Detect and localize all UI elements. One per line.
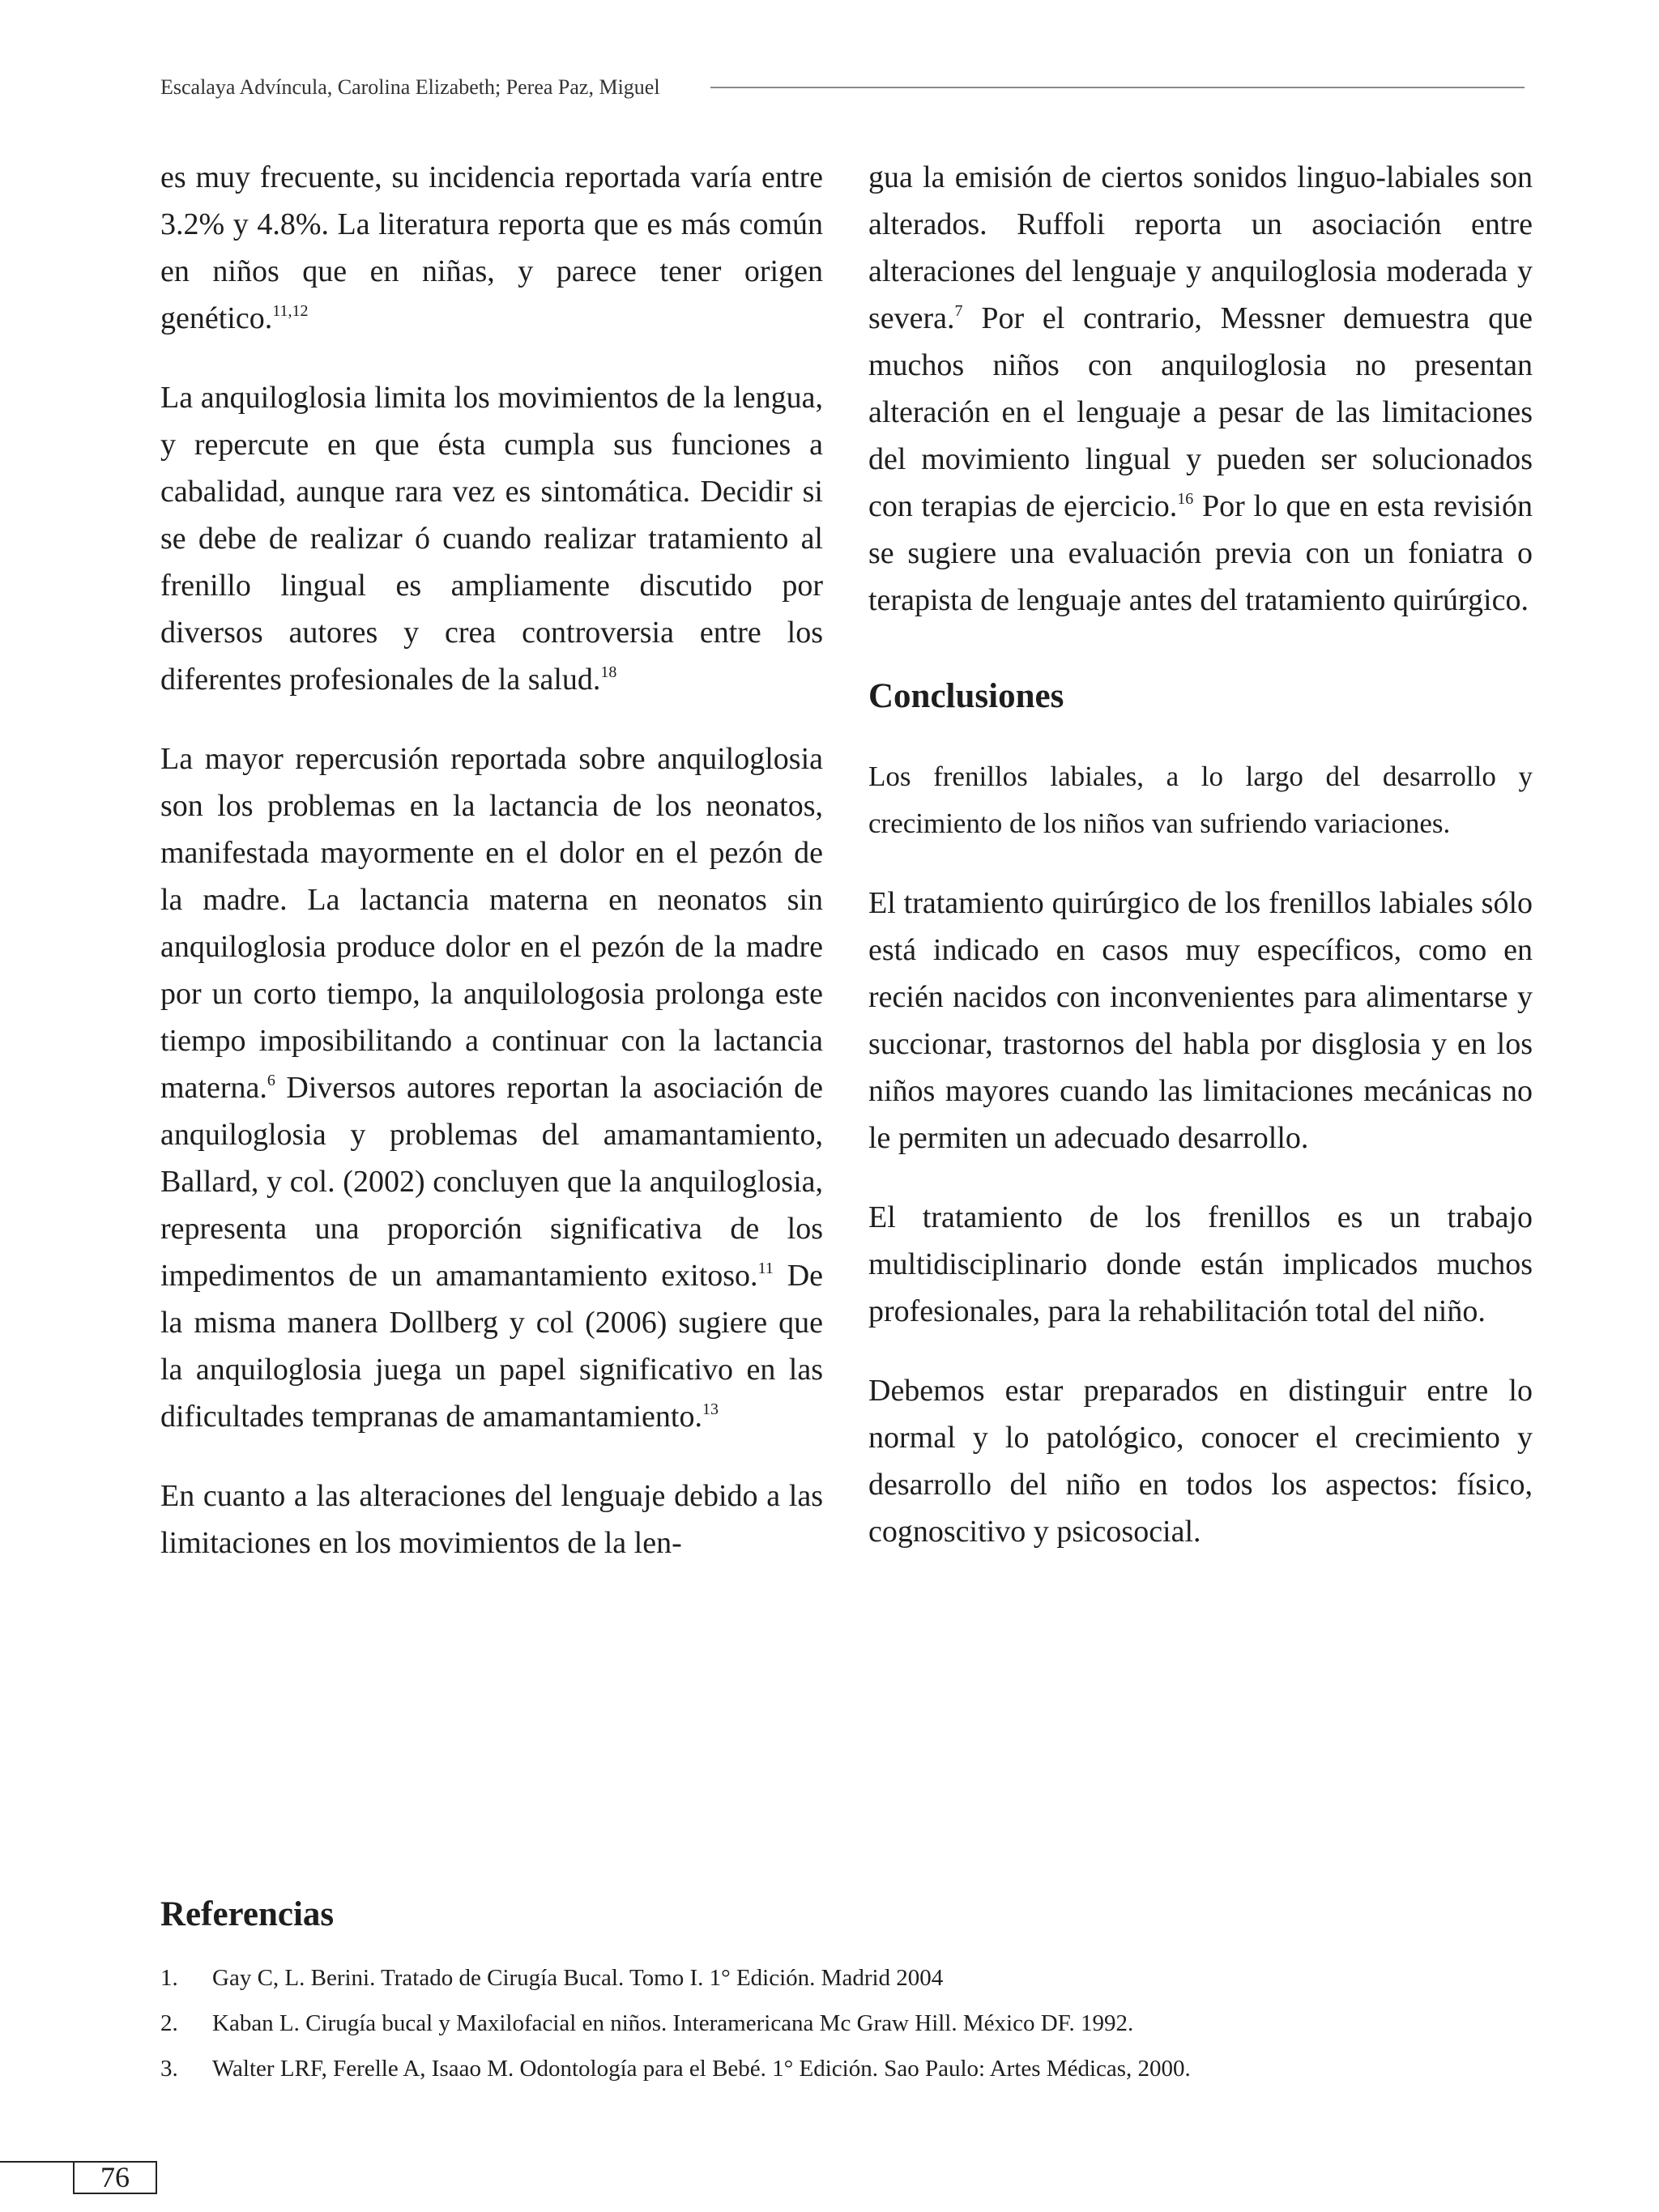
conclusion-paragraph-2: El tratamiento quirúrgico de los frenillos labiales sólo está indicado en casos muy específicos, como en recién nacidos con inconvenientes para alimentarse y succionar, trastornos del habla por disglosia y en los niños mayores cuando las limitaciones mecánicas no le permiten un adecuado desarrollo. — [868, 886, 1533, 1155]
reference-text: Walter LRF, Ferelle A, Isaao M. Odontología para el Bebé. 1° Edición. Sao Paulo: Artes Médicas, 2000. — [212, 2056, 1191, 2082]
running-title: Escalaya Advíncula, Carolina Elizabeth; Perea Paz, Miguel — [160, 75, 660, 99]
paragraph-text: La mayor repercusión reportada sobre anquiloglosia son los problemas en la lactancia de los neonatos, manifestada mayormente en el dolor en el pezón de la madre. La lactancia materna en neonatos sin anquiloglosia produce dolor en el pezón de la madre por un corto tiempo, la anquilologosia prolonga este tiempo imposibilitando a continuar con la lactancia materna. — [160, 742, 823, 1105]
reference-text: Kaban L. Cirugía bucal y Maxilofacial en niños. Interamericana Mc Graw Hill. México DF. 1992. — [212, 2010, 1134, 2036]
citation-superscript: 7 — [954, 302, 963, 320]
paragraph-text: Diversos autores reportan la asociación de anquiloglosia y problemas del amamantamiento, Ballard, y col. (2002) concluyen que la anquiloglosia, representa una proporción significativa de los impedimentos de un amamantamiento exitoso. — [160, 1071, 823, 1293]
paragraph-function — [160, 374, 823, 703]
paragraph-text: En cuanto a las alteraciones del lenguaje debido a las limitaciones en los movimientos de la len- — [160, 1479, 823, 1560]
page-number: 76 — [73, 2162, 157, 2194]
right-column — [868, 154, 1533, 1588]
reference-item — [160, 2001, 1529, 2046]
reference-number: 2. — [160, 2010, 178, 2036]
conclusiones-heading: Conclusiones — [868, 677, 1064, 715]
conclusion-paragraph-3: El tratamiento de los frenillos es un trabajo multidisciplinario donde están implicados muchos profesionales, para la rehabilitación total del niño. — [868, 1200, 1533, 1328]
citation-superscript: 6 — [267, 1072, 275, 1089]
references-section — [160, 1890, 1529, 2091]
paragraph-lactation — [160, 735, 823, 1440]
paragraph-text: De la misma manera Dollberg y col (2006) sugiere que la anquiloglosia juega un papel significativo en las dificultades tempranas de amamantamiento. — [160, 1259, 823, 1434]
citation-superscript: 16 — [1177, 490, 1194, 508]
paragraph-text: es muy frecuente, su incidencia reportada varía entre 3.2% y 4.8%. La literatura reporta que es más común en niños que en niñas, y parece tener origen genético. — [160, 160, 823, 335]
header-rule — [710, 87, 1525, 88]
left-column — [160, 154, 823, 1599]
paragraph-incidence — [160, 154, 823, 342]
reference-number: 3. — [160, 2056, 178, 2082]
paragraph-language — [160, 1473, 823, 1566]
references-heading: Referencias — [160, 1895, 335, 1933]
paragraph-text: Por lo que en esta revisión se sugiere una evaluación previa con un foniatra o terapista de lenguaje antes del tratamiento quirúrgico. — [868, 489, 1533, 617]
paragraph-language-continued — [868, 154, 1533, 624]
paragraph-text: Por el contrario, Messner demuestra que muchos niños con anquiloglosia no presentan alteración en el lenguaje a pesar de las limitaciones del movimiento lingual y pueden ser solucionados con terapias de ejercicio. — [868, 301, 1533, 523]
references-list — [160, 1955, 1529, 2091]
reference-text: Gay C, L. Berini. Tratado de Cirugía Bucal. Tomo I. 1° Edición. Madrid 2004 — [212, 1965, 944, 1991]
citation-superscript: 11 — [757, 1259, 774, 1277]
citation-superscript: 18 — [600, 663, 617, 681]
paragraph-text: gua la emisión de ciertos sonidos linguo-labiales son alterados. Ruffoli reporta un asociación entre alteraciones del lenguaje y anquiloglosia moderada y severa. — [868, 160, 1533, 335]
reference-item — [160, 2046, 1529, 2091]
conclusion-paragraph-1: Los frenillos labiales, a lo largo del desarrollo y crecimiento de los niños van sufriendo variaciones. — [868, 761, 1533, 839]
citation-superscript: 13 — [702, 1400, 719, 1418]
reference-number: 1. — [160, 1965, 178, 1991]
reference-item — [160, 1955, 1529, 2001]
conclusion-paragraph-4: Debemos estar preparados en distinguir entre lo normal y lo patológico, conocer el crecimiento y desarrollo del niño en todos los aspectos: físico, cognoscitivo y psicosocial. — [868, 1374, 1533, 1549]
citation-superscript: 11,12 — [272, 302, 309, 320]
running-header — [160, 71, 1525, 104]
paragraph-text: La anquiloglosia limita los movimientos de la lengua, y repercute en que ésta cumpla sus funciones a cabalidad, aunque rara vez es sintomática. Decidir si se debe de realizar ó cuando realizar tratamiento al frenillo lingual es ampliamente discutido por diversos autores y crea controversia entre los diferentes profesionales de la salud. — [160, 381, 823, 697]
